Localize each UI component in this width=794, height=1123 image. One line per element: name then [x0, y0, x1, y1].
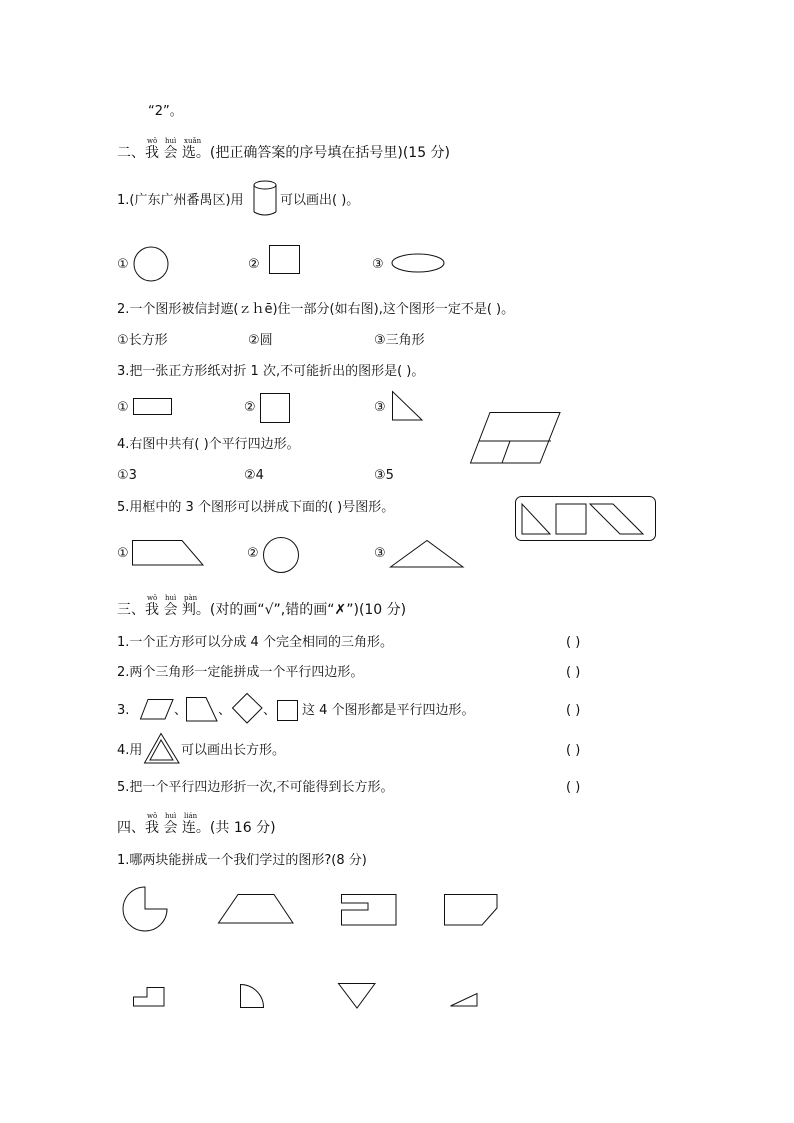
- square-shape: [269, 245, 301, 275]
- three-quarter-circle-shape: [122, 886, 170, 934]
- answer-parens[interactable]: ( ): [566, 743, 581, 758]
- trapezoid-shape: [132, 540, 204, 566]
- cylinder-icon: [253, 180, 279, 218]
- ellipse-shape: [391, 252, 447, 274]
- q2-option-1: ①长方形: [117, 333, 168, 348]
- answer-parens[interactable]: ( ): [566, 665, 581, 680]
- answer-parens[interactable]: ( ): [566, 780, 581, 795]
- square-shape: [277, 700, 299, 722]
- q1-option-1: ①: [117, 257, 129, 272]
- pinyin: wǒ: [147, 594, 158, 602]
- judge-item-3: 这 4 个图形都是平行四边形。: [302, 703, 475, 718]
- q5-option-1: ①: [117, 546, 129, 561]
- q3-option-2: ②: [244, 400, 256, 415]
- parallelogram-shape: [140, 699, 174, 721]
- small-triangle-shape: [450, 993, 478, 1007]
- q1-text: 1.哪两块能拼成一个我们学过的图形?(8 分): [117, 853, 367, 868]
- q3-option-3: ③: [374, 400, 386, 415]
- inverted-triangle-shape: [338, 983, 376, 1009]
- judge-item-1: 1.一个正方形可以分成 4 个完全相同的三角形。: [117, 635, 393, 650]
- pinyin: wǒ: [147, 812, 158, 820]
- rhombus-shape: [232, 693, 264, 725]
- small-step-shape: [133, 987, 165, 1007]
- trapezoid-shape: [186, 697, 218, 723]
- q3-option-1: ①: [117, 400, 129, 415]
- pinyin: huì: [165, 137, 177, 145]
- judge-item-4-prefix: 4.用: [117, 743, 143, 758]
- q2-option-2: ②圆: [248, 333, 273, 348]
- parallelogram-figure: [470, 412, 562, 464]
- judge-item-4: 可以画出长方形。: [181, 743, 286, 758]
- pieces-frame: [515, 496, 657, 542]
- pinyin: huì: [165, 594, 177, 602]
- q4-option-2: ②4: [244, 468, 264, 483]
- section-2-heading: 二、我 会 选。(把正确答案的序号填在括号里)(15 分): [117, 145, 451, 161]
- q3-text: 3.把一张正方形纸对折 1 次,不可能折出的图形是( )。: [117, 364, 425, 379]
- q5-text: 5.用框中的 3 个图形可以拼成下面的( )号图形。: [117, 500, 395, 515]
- answer-parens[interactable]: ( ): [566, 703, 581, 718]
- step-shape: [341, 894, 397, 926]
- q1-text-b: 可以画出( )。: [280, 193, 360, 208]
- section-4-heading: 四、我 会 连。(共 16 分): [117, 820, 276, 836]
- q1-option-2: ②: [248, 257, 260, 272]
- triangle-shape: [390, 540, 464, 568]
- judge-item-2: 2.两个三角形一定能拼成一个平行四边形。: [117, 665, 364, 680]
- q2-option-3: ③三角形: [374, 333, 425, 348]
- quarter-circle-shape: [240, 984, 266, 1008]
- q4-option-1: ①3: [117, 468, 137, 483]
- continued-text: “2”。: [148, 104, 183, 119]
- trapezoid-shape: [218, 894, 294, 924]
- q2-text: 2.一个图形被信封遮(ｚｈē)住一部分(如右图),这个图形一定不是( )。: [117, 302, 515, 317]
- square-shape: [260, 393, 291, 424]
- pinyin: lián: [184, 812, 198, 820]
- pinyin: xuǎn: [184, 137, 202, 145]
- separator: 、: [263, 703, 277, 718]
- pinyin: pàn: [184, 594, 198, 602]
- section-3-heading: 三、我 会 判。(对的画“√”,错的画“✗”)(10 分): [117, 602, 407, 618]
- pinyin: huì: [165, 812, 177, 820]
- q5-option-2: ②: [247, 546, 259, 561]
- q5-option-3: ③: [374, 546, 386, 561]
- q1-text: 1.(广东广州番禺区)用: [117, 193, 244, 208]
- rectangle-shape: [133, 398, 173, 416]
- right-triangle-shape: [392, 391, 424, 421]
- separator: 、: [218, 703, 232, 718]
- judge-item-3-num: 3.: [117, 703, 130, 718]
- circle-shape: [263, 537, 301, 575]
- set-square-triangle-icon: [144, 733, 180, 765]
- circle-shape: [134, 246, 170, 282]
- q4-text: 4.右图中共有( )个平行四边形。: [117, 437, 300, 452]
- answer-parens[interactable]: ( ): [566, 635, 581, 650]
- pentagon-shape: [444, 894, 498, 926]
- q1-option-3: ③: [372, 257, 384, 272]
- separator: 、: [174, 703, 188, 718]
- pinyin: wǒ: [147, 137, 158, 145]
- judge-item-5: 5.把一个平行四边形折一次,不可能得到长方形。: [117, 780, 394, 795]
- q4-option-3: ③5: [374, 468, 394, 483]
